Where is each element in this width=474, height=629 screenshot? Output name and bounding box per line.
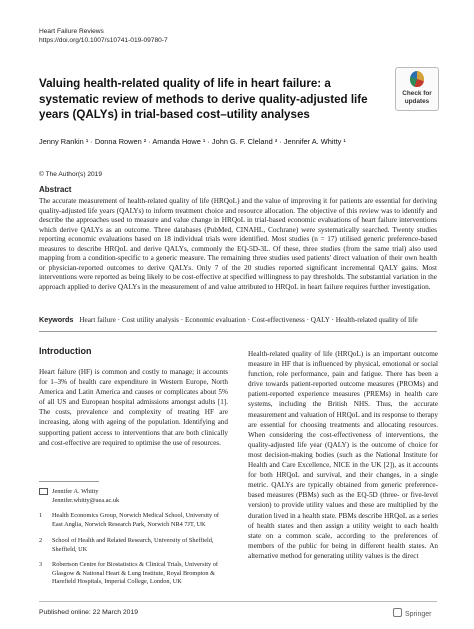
introduction-left-paragraph: Heart failure (HF) is common and costly to manage; it accounts for 1–3% of health care expenditure in Western Europe, North America and Latin America and causes or complicates about 5% of all US and European hospital admissions amongst adults [1]. The costs, prevalence and complexity of treating HF are increasing, along with ageing of the population. Identifying and supporting patient access to interventions that are both clinically and cost-effective are required to optimise the use of resources. bbox=[39, 368, 228, 447]
check-for-updates-badge[interactable] bbox=[395, 67, 439, 111]
badge-line2: updates bbox=[404, 98, 430, 105]
springer-horse-icon bbox=[393, 608, 402, 617]
affiliation-mark: 1 bbox=[39, 512, 43, 519]
keywords-text: Heart failure · Cost utility analysis · Economic evaluation · Cost-effectiveness · QALY · Health-related quality of life bbox=[79, 316, 418, 324]
introduction-right-paragraph: Health-related quality of life (HRQoL) is an important outcome measure in HF that is influenced by physical, emotional or social function, role performance, pain and fatigue. There has been a drive towards patient-reported outcome measures (PROMs) and patient-reported experience measures (PREMs) in health care systems, including the British NHS. Thus, the accurate measurement and valuation of HRQoL and its response to therapy are essential for choosing treatments and allocating resources. When considering the cost-effectiveness of interventions, the quality-adjusted life year (QALY) is the outcome of choice for most decision-making bodies (such as the National Institute for Health and Care Excellence, NICE in the UK [2]), as it accounts for both HRQoL and survival, and their changes, in a single metric. QALYs are typically obtained from generic preference-based measures (PBMs) such as the EQ-5D (three- or five-level version) to provide utility values and these are multiplied by the duration lived in a health state. PBMs describe HRQoL as a series of health states and then assign a utility weight to each health state on a common scale, according to the preferences of members of the public for being in different health states. An alternative method for generating utility values is the direct bbox=[248, 350, 438, 560]
abstract-text: The accurate measurement of health-related quality of life (HRQoL) and the value of improving it for patients are essential for deriving quality-adjusted life years (QALYs) to inform treatment choice and resource allocation. The objective of this review was to identify and describe the approaches used to measure and value change in HRQoL in trial-based economic evaluations of heart failure interventions which derive QALYs as an outcome. Three databases (PubMed, CINAHL, Cochrane) were systematically searched. Twenty studies reporting economic evaluations based on 18 individual trials were identified. Most studies (n = 17) utilised generic preference-based measures to describe HRQoL and derive QALYs, commonly the EQ-5D-3L. Of these, three studies (from the same trial) also used mapping from a condition-specific to a generic measure. The remaining three studies used patients' direct valuation of their own health or physician-reported outcomes to derive QALYs. Only 7 of the 20 studies reported significant incremental QALY gains. Most interventions were reported as being likely to be cost-effective at specified willingness to pay thresholds. The substantial variation in the approach applied to derive QALYs in the measurement of and value attributed to HRQoL in heart failure requires further investigation. bbox=[39, 197, 437, 291]
section-divider bbox=[39, 331, 437, 332]
badge-line1: Check for bbox=[402, 90, 432, 97]
keywords-heading: Keywords bbox=[39, 315, 74, 324]
affiliation-3 bbox=[39, 561, 228, 587]
envelope-icon bbox=[39, 488, 48, 495]
correspondence-email[interactable]: Jennifer.whitty@uea.ac.uk bbox=[52, 496, 120, 504]
keywords-line bbox=[39, 315, 439, 324]
journal-name: Heart Failure Reviews bbox=[39, 28, 104, 35]
author-list: Jenny Rankin ¹ · Donna Rowen ² · Amanda Howe ¹ · John G. F. Cleland ³ · Jennifer A. Whitty ¹ bbox=[39, 137, 346, 146]
affiliation-1 bbox=[39, 512, 228, 529]
affiliation-text: School of Health and Related Research, University of Sheffield, Sheffield, UK bbox=[52, 537, 214, 553]
published-date: Published online: 22 March 2019 bbox=[39, 609, 138, 616]
affiliation-2 bbox=[39, 537, 228, 554]
affiliation-text: Health Economics Group, Norwich Medical School, University of East Anglia, Norwich Research Park, Norwich NR4 7JT, UK bbox=[52, 512, 220, 528]
footer-divider bbox=[39, 601, 437, 602]
crossmark-icon bbox=[410, 71, 424, 87]
footnote-divider bbox=[39, 481, 99, 482]
affiliation-mark: 3 bbox=[39, 561, 43, 568]
publisher-logo bbox=[393, 608, 431, 618]
paper-title: Valuing health-related quality of life in heart failure: a systematic review of methods to derive quality-adjusted life years (QALYs) in trial-based cost–utility analyses bbox=[39, 77, 368, 121]
journal-header bbox=[39, 28, 168, 45]
publisher-name: Springer bbox=[405, 611, 432, 618]
journal-doi-link[interactable]: https://doi.org/10.1007/s10741-019-09780-7 bbox=[39, 36, 168, 44]
correspondence-note bbox=[39, 488, 228, 505]
affiliation-mark: 2 bbox=[39, 537, 43, 544]
introduction-heading: Introduction bbox=[39, 346, 92, 356]
affiliation-text: Robertson Centre for Biostatistics & Clinical Trials, University of Glasgow & National Heart & Lung Institute, Royal Brompton & Harefield Hospitals, Imperial College, London, UK bbox=[52, 561, 218, 586]
copyright-notice: © The Author(s) 2019 bbox=[39, 171, 103, 178]
abstract-heading: Abstract bbox=[39, 185, 72, 194]
correspondence-name: Jennifer A. Whitty bbox=[52, 488, 99, 495]
